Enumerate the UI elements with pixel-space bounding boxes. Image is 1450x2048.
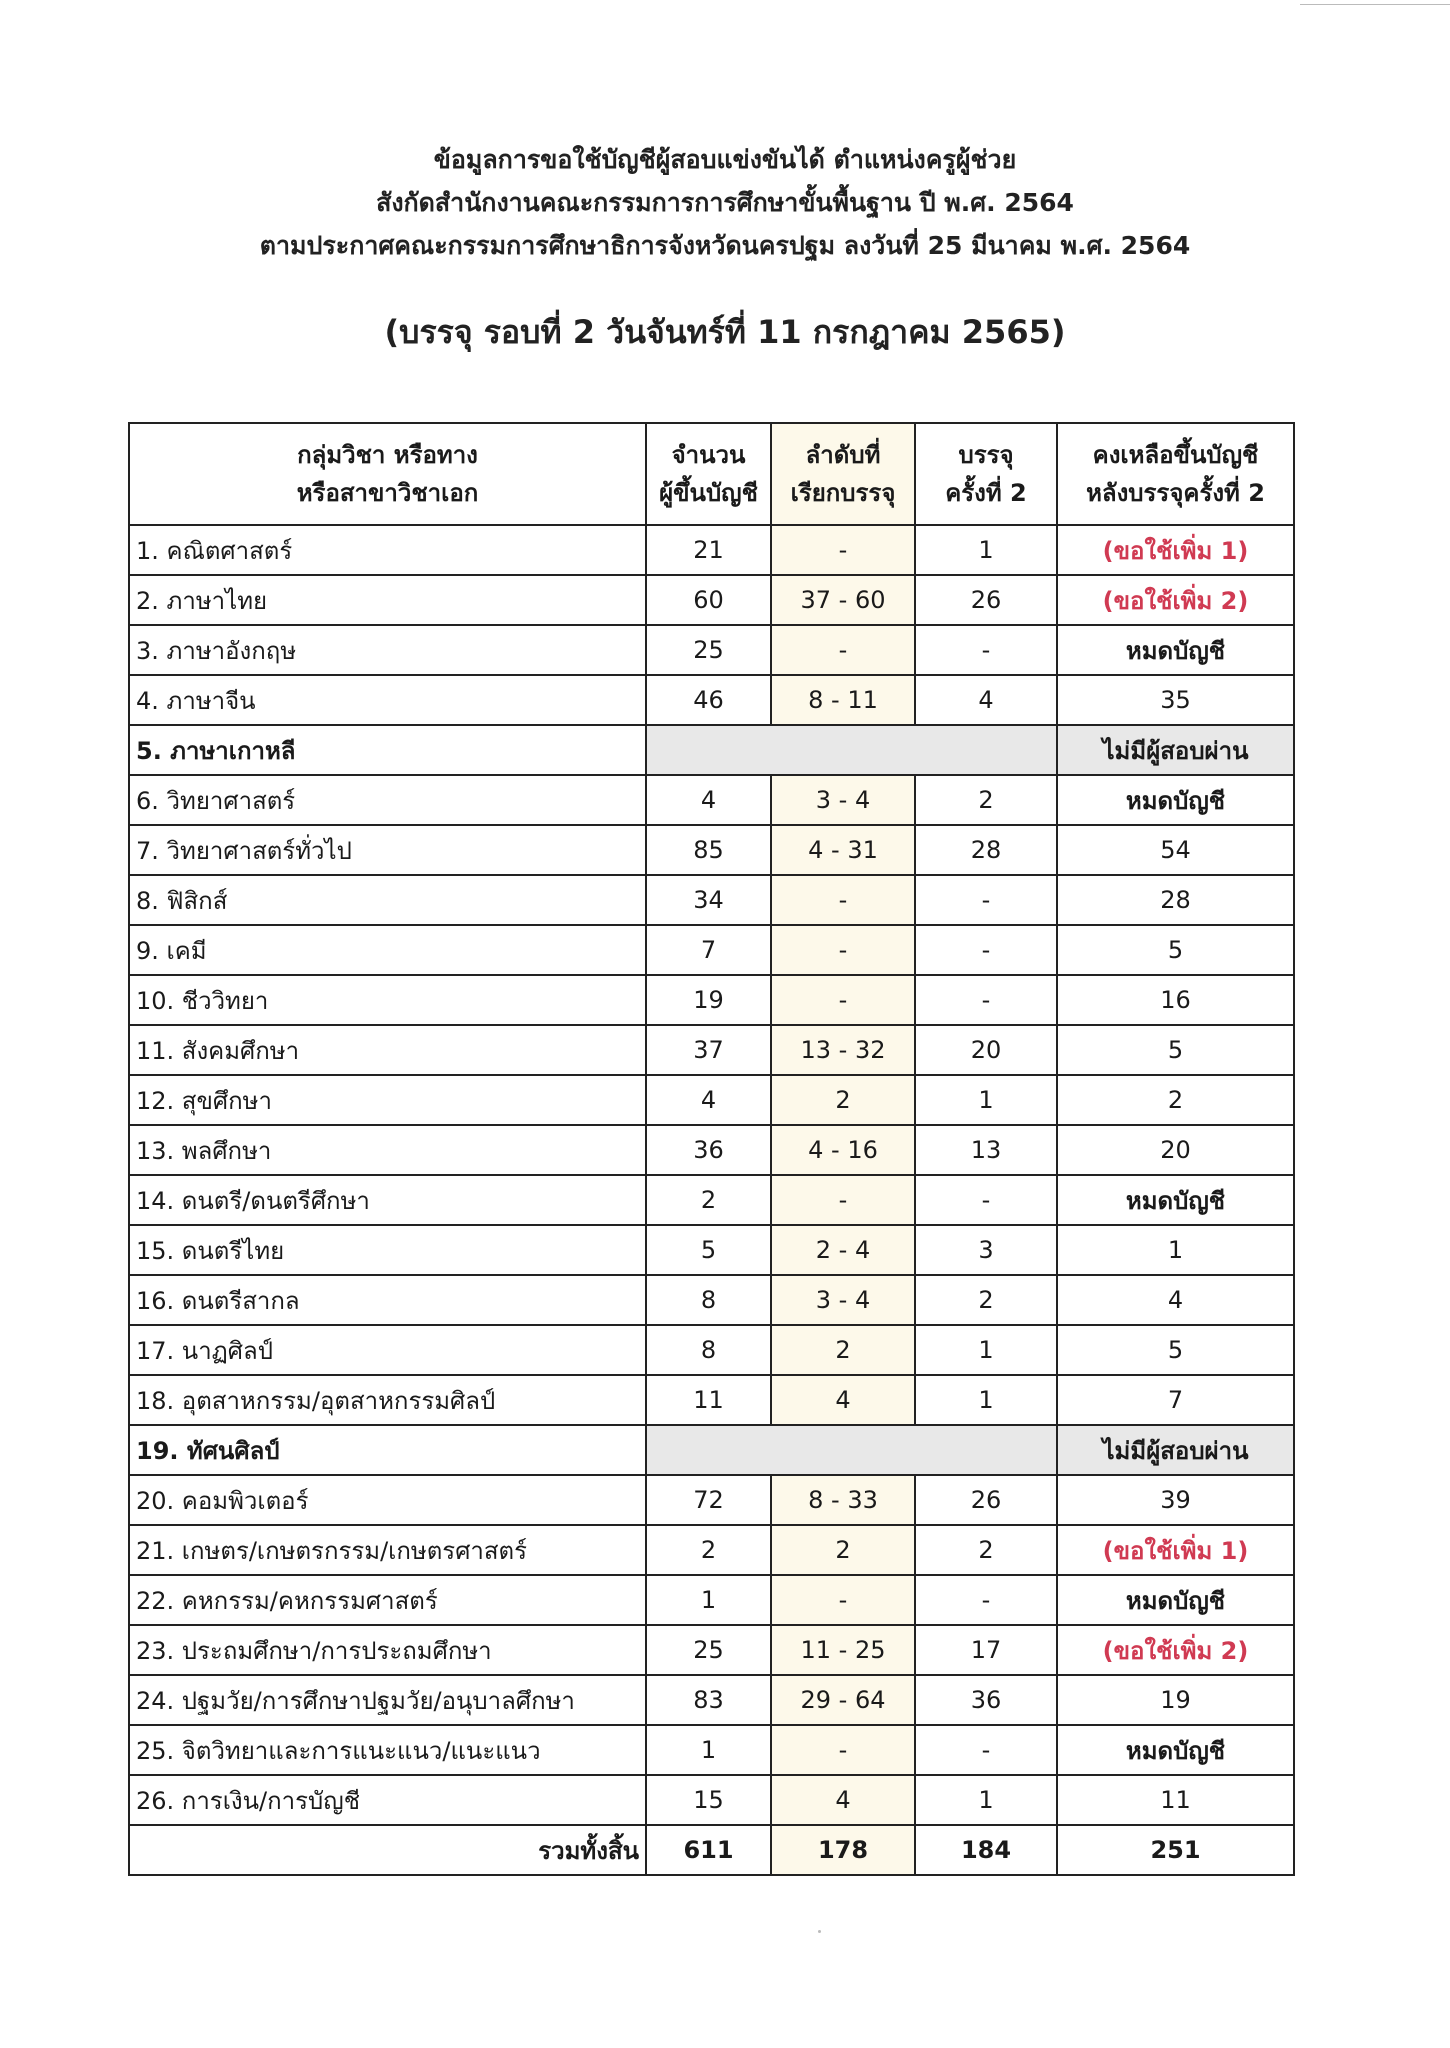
total-row (129, 1825, 1294, 1875)
row-subject: 23. ประถมศึกษา/การประถมศึกษา (129, 1625, 646, 1675)
row-remain: 35 (1057, 675, 1294, 725)
row-order: 8 - 33 (771, 1475, 915, 1525)
row-remain: 28 (1057, 875, 1294, 925)
row-remain: (ขอใช้เพิ่ม 2) (1057, 1625, 1294, 1675)
row-remain: หมดบัญชี (1057, 625, 1294, 675)
col-count-header-line2: ผู้ขึ้นบัญชี (659, 479, 758, 507)
row-remain: (ขอใช้เพิ่ม 1) (1057, 1525, 1294, 1575)
row-count: 19 (646, 975, 771, 1025)
row-remain: (ขอใช้เพิ่ม 2) (1057, 575, 1294, 625)
table-row (129, 1625, 1294, 1675)
placement-table (128, 422, 1295, 1876)
row-remain: 1 (1057, 1225, 1294, 1275)
row-order: 29 - 64 (771, 1675, 915, 1725)
row-placed: 3 (915, 1225, 1057, 1275)
row-order: - (771, 875, 915, 925)
total-label: รวมทั้งสิ้น (129, 1825, 646, 1875)
row-remain: 4 (1057, 1275, 1294, 1325)
row-subject: 8. ฟิสิกส์ (129, 875, 646, 925)
row-count: 8 (646, 1325, 771, 1375)
row-order: 2 - 4 (771, 1225, 915, 1275)
row-subject: 7. วิทยาศาสตร์ทั่วไป (129, 825, 646, 875)
row-empty-span (646, 725, 1057, 775)
row-count: 5 (646, 1225, 771, 1275)
header-line-3: ตามประกาศคณะกรรมการศึกษาธิการจังหวัดนครปฐม ลงวันที่ 25 มีนาคม พ.ศ. 2564 (259, 231, 1191, 260)
table-row (129, 1225, 1294, 1275)
row-placed: - (915, 1575, 1057, 1625)
table-row (129, 1175, 1294, 1225)
row-order: 3 - 4 (771, 775, 915, 825)
col-placed-header-line1: บรรจุ (958, 441, 1014, 469)
col-order-header-line2: เรียกบรรจุ (790, 479, 896, 507)
col-remain-header-line2: หลังบรรจุครั้งที่ 2 (1086, 479, 1265, 507)
row-order: 4 - 16 (771, 1125, 915, 1175)
row-count: 7 (646, 925, 771, 975)
row-order: 3 - 4 (771, 1275, 915, 1325)
row-count: 11 (646, 1375, 771, 1425)
col-subject-header (129, 423, 646, 525)
row-count: 85 (646, 825, 771, 875)
table-header-row (129, 423, 1294, 525)
row-placed: - (915, 975, 1057, 1025)
row-order: 11 - 25 (771, 1625, 915, 1675)
col-subject-header-line1: กลุ่มวิชา หรือทาง (297, 441, 478, 469)
table-row (129, 725, 1294, 775)
row-subject: 20. คอมพิวเตอร์ (129, 1475, 646, 1525)
row-subject: 1. คณิตศาสตร์ (129, 525, 646, 575)
row-count: 2 (646, 1525, 771, 1575)
row-order: - (771, 975, 915, 1025)
table-row (129, 1325, 1294, 1375)
row-count: 36 (646, 1125, 771, 1175)
col-count-header-line1: จำนวน (671, 441, 746, 469)
row-remain: 39 (1057, 1475, 1294, 1525)
row-order: - (771, 525, 915, 575)
row-order: 37 - 60 (771, 575, 915, 625)
row-count: 60 (646, 575, 771, 625)
round-subtitle: (บรรจุ รอบที่ 2 วันจันทร์ที่ 11 กรกฎาคม 2565) (384, 313, 1066, 351)
table-row (129, 1525, 1294, 1575)
table-row (129, 575, 1294, 625)
table-row (129, 825, 1294, 875)
row-subject: 16. ดนตรีสากล (129, 1275, 646, 1325)
row-subject: 19. ทัศนศิลป์ (129, 1425, 646, 1475)
row-subject: 17. นาฏศิลป์ (129, 1325, 646, 1375)
table-row (129, 675, 1294, 725)
row-order: 8 - 11 (771, 675, 915, 725)
table-row (129, 1025, 1294, 1075)
table-row (129, 975, 1294, 1025)
table-body (129, 525, 1294, 1825)
row-order: - (771, 1575, 915, 1625)
col-remain-header-line1: คงเหลือขึ้นบัญชี (1092, 441, 1259, 469)
table-row (129, 1725, 1294, 1775)
row-subject: 25. จิตวิทยาและการแนะแนว/แนะแนว (129, 1725, 646, 1775)
row-subject: 13. พลศึกษา (129, 1125, 646, 1175)
row-count: 21 (646, 525, 771, 575)
row-placed: 2 (915, 1275, 1057, 1325)
row-remain: ไม่มีผู้สอบผ่าน (1057, 725, 1294, 775)
row-remain: หมดบัญชี (1057, 1575, 1294, 1625)
table-row (129, 875, 1294, 925)
table-row (129, 1375, 1294, 1425)
row-count: 2 (646, 1175, 771, 1225)
row-count: 1 (646, 1725, 771, 1775)
document-header (0, 138, 1450, 358)
top-edge-rule (1300, 4, 1450, 5)
row-placed: - (915, 925, 1057, 975)
row-subject: 5. ภาษาเกาหลี (129, 725, 646, 775)
row-remain: (ขอใช้เพิ่ม 1) (1057, 525, 1294, 575)
total-placed: 184 (915, 1825, 1057, 1875)
row-count: 25 (646, 1625, 771, 1675)
row-subject: 4. ภาษาจีน (129, 675, 646, 725)
row-order: 4 - 31 (771, 825, 915, 875)
row-remain: 16 (1057, 975, 1294, 1025)
row-count: 8 (646, 1275, 771, 1325)
table-row (129, 1475, 1294, 1525)
col-placed-header-line2: ครั้งที่ 2 (945, 479, 1027, 507)
row-order: 13 - 32 (771, 1025, 915, 1075)
row-count: 4 (646, 1075, 771, 1125)
table-row (129, 1775, 1294, 1825)
row-empty-span (646, 1425, 1057, 1475)
row-count: 25 (646, 625, 771, 675)
row-placed: 26 (915, 1475, 1057, 1525)
row-placed: 1 (915, 1075, 1057, 1125)
col-subject-header-line2: หรือสาขาวิชาเอก (296, 479, 479, 507)
row-subject: 11. สังคมศึกษา (129, 1025, 646, 1075)
row-count: 4 (646, 775, 771, 825)
row-order: 2 (771, 1325, 915, 1375)
row-placed: 20 (915, 1025, 1057, 1075)
row-subject: 15. ดนตรีไทย (129, 1225, 646, 1275)
row-subject: 3. ภาษาอังกฤษ (129, 625, 646, 675)
table-row (129, 1125, 1294, 1175)
row-remain: 54 (1057, 825, 1294, 875)
row-order: 4 (771, 1375, 915, 1425)
row-subject: 14. ดนตรี/ดนตรีศึกษา (129, 1175, 646, 1225)
row-subject: 2. ภาษาไทย (129, 575, 646, 625)
total-count: 611 (646, 1825, 771, 1875)
total-order: 178 (771, 1825, 915, 1875)
row-placed: 1 (915, 525, 1057, 575)
row-subject: 21. เกษตร/เกษตรกรรม/เกษตรศาสตร์ (129, 1525, 646, 1575)
row-placed: - (915, 1175, 1057, 1225)
row-count: 72 (646, 1475, 771, 1525)
table-row (129, 1075, 1294, 1125)
row-count: 15 (646, 1775, 771, 1825)
row-remain: 5 (1057, 925, 1294, 975)
row-placed: 2 (915, 1525, 1057, 1575)
row-remain: ไม่มีผู้สอบผ่าน (1057, 1425, 1294, 1475)
row-order: - (771, 625, 915, 675)
row-placed: 1 (915, 1775, 1057, 1825)
row-subject: 10. ชีววิทยา (129, 975, 646, 1025)
row-count: 1 (646, 1575, 771, 1625)
row-placed: 4 (915, 675, 1057, 725)
table-row (129, 1275, 1294, 1325)
row-count: 34 (646, 875, 771, 925)
row-remain: 5 (1057, 1325, 1294, 1375)
row-placed: 2 (915, 775, 1057, 825)
row-remain: 19 (1057, 1675, 1294, 1725)
row-count: 37 (646, 1025, 771, 1075)
col-remain-header (1057, 423, 1294, 525)
row-placed: 36 (915, 1675, 1057, 1725)
row-order: 2 (771, 1525, 915, 1575)
row-order: 4 (771, 1775, 915, 1825)
col-placed-header (915, 423, 1057, 525)
row-subject: 12. สุขศึกษา (129, 1075, 646, 1125)
row-subject: 22. คหกรรม/คหกรรมศาสตร์ (129, 1575, 646, 1625)
row-placed: 13 (915, 1125, 1057, 1175)
col-count-header (646, 423, 771, 525)
total-remain: 251 (1057, 1825, 1294, 1875)
scan-speck (818, 1930, 821, 1933)
col-order-header-line1: ลำดับที่ (805, 441, 881, 469)
table-row (129, 775, 1294, 825)
row-count: 83 (646, 1675, 771, 1725)
row-placed: - (915, 625, 1057, 675)
row-subject: 24. ปฐมวัย/การศึกษาปฐมวัย/อนุบาลศึกษา (129, 1675, 646, 1725)
row-placed: 17 (915, 1625, 1057, 1675)
table-row (129, 525, 1294, 575)
row-placed: - (915, 1725, 1057, 1775)
row-subject: 18. อุตสาหกรรม/อุตสาหกรรมศิลป์ (129, 1375, 646, 1425)
row-placed: 1 (915, 1325, 1057, 1375)
row-count: 46 (646, 675, 771, 725)
header-line-2: สังกัดสำนักงานคณะกรรมการการศึกษาขั้นพื้นฐาน ปี พ.ศ. 2564 (376, 188, 1074, 217)
row-remain: 5 (1057, 1025, 1294, 1075)
row-remain: หมดบัญชี (1057, 775, 1294, 825)
row-remain: 20 (1057, 1125, 1294, 1175)
row-placed: 26 (915, 575, 1057, 625)
table-row (129, 625, 1294, 675)
row-remain: หมดบัญชี (1057, 1175, 1294, 1225)
row-order: - (771, 1175, 915, 1225)
table-row (129, 1575, 1294, 1625)
row-subject: 26. การเงิน/การบัญชี (129, 1775, 646, 1825)
header-line-1: ข้อมูลการขอใช้บัญชีผู้สอบแข่งขันได้ ตำแหน่งครูผู้ช่วย (433, 145, 1017, 174)
row-placed: 28 (915, 825, 1057, 875)
row-remain: 7 (1057, 1375, 1294, 1425)
table-row (129, 1675, 1294, 1725)
row-order: - (771, 925, 915, 975)
table-row (129, 1425, 1294, 1475)
row-remain: หมดบัญชี (1057, 1725, 1294, 1775)
row-subject: 9. เคมี (129, 925, 646, 975)
table-row (129, 925, 1294, 975)
row-placed: - (915, 875, 1057, 925)
row-subject: 6. วิทยาศาสตร์ (129, 775, 646, 825)
col-order-header (771, 423, 915, 525)
row-remain: 11 (1057, 1775, 1294, 1825)
row-placed: 1 (915, 1375, 1057, 1425)
row-order: - (771, 1725, 915, 1775)
row-order: 2 (771, 1075, 915, 1125)
row-remain: 2 (1057, 1075, 1294, 1125)
